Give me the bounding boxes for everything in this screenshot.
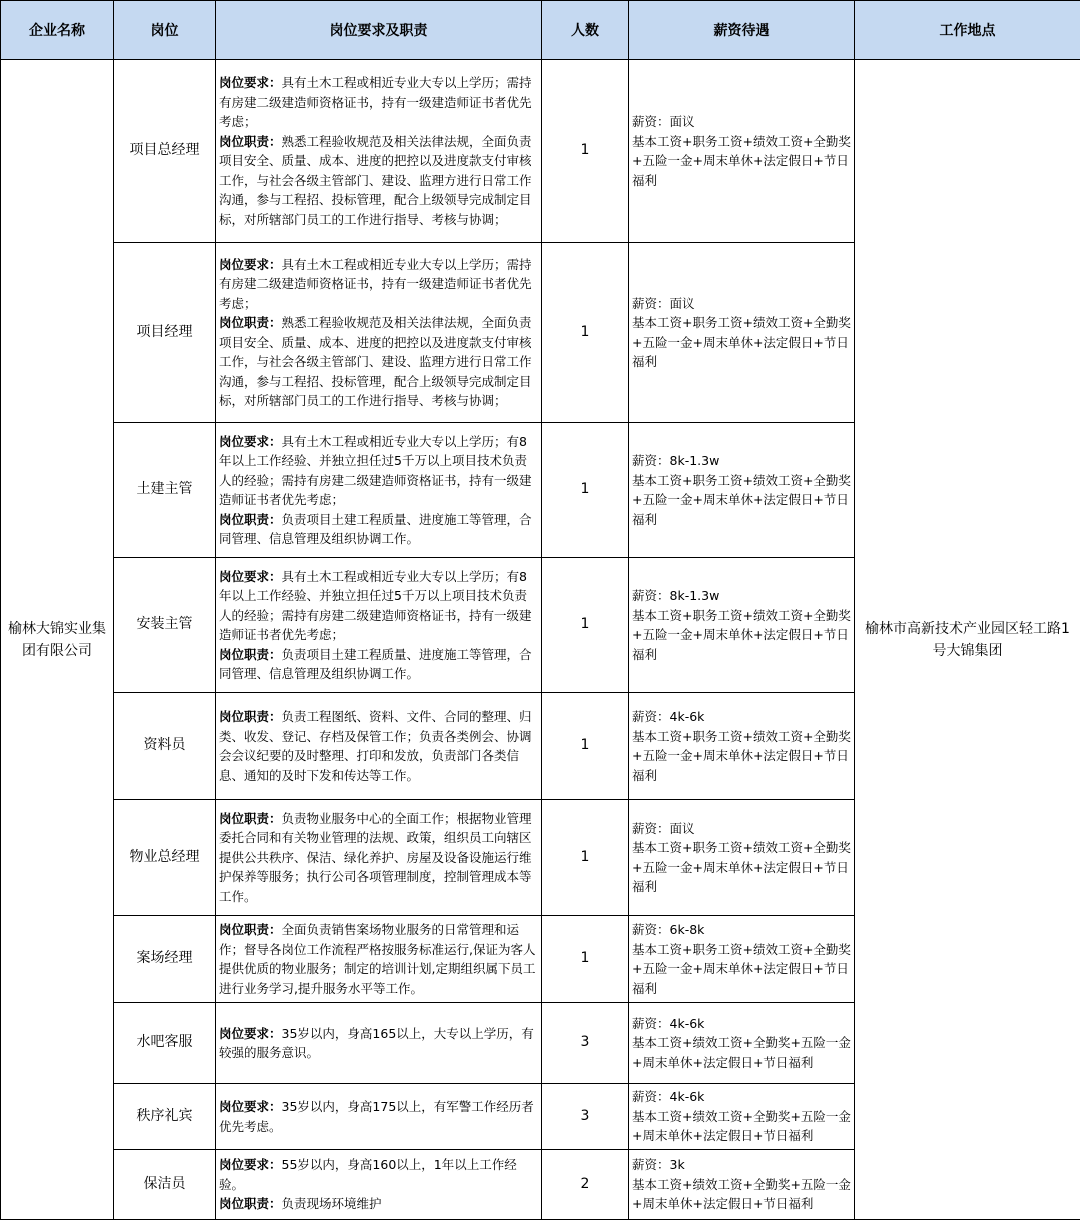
duty-text: 负责项目土建工程质量、进度施工等管理，合同管理、信息管理及组织协调工作。	[219, 647, 532, 682]
position-name: 保洁员	[114, 1150, 216, 1220]
salary-benefits: 基本工资+职务工资+绩效工资+全勤奖+五险一金+周末单休+法定假日+节日福利	[632, 471, 851, 530]
company-name: 榆林大锦实业集团有限公司	[1, 60, 114, 1220]
requirement-label: 岗位要求：	[219, 1157, 282, 1172]
duty-text: 负责工程图纸、资料、文件、合同的整理、归类、收发、登记、存档及保管工作；负责各类例会、协调会会议纪要的及时整理、打印和发放，负责部门各类信息、通知的及时下发和传达等工作。	[219, 709, 532, 783]
requirements-cell	[216, 916, 542, 1003]
salary-amount: 薪资：面议	[632, 819, 851, 839]
headcount: 2	[542, 1150, 629, 1220]
duty-label: 岗位职责：	[219, 315, 282, 330]
duty-block	[219, 809, 538, 907]
salary-amount: 薪资：面议	[632, 112, 851, 132]
duty-text: 负责项目土建工程质量、进度施工等管理，合同管理、信息管理及组织协调工作。	[219, 512, 532, 547]
requirement-text: 具有土木工程或相近专业大专以上学历；有8年以上工作经验、并独立担任过5千万以上项目技术负责人的经验；需持有房建二级建造师资格证书，持有一级建造师证书者优先考虑；	[219, 434, 532, 508]
position-name: 案场经理	[114, 916, 216, 1003]
salary-benefits: 基本工资+职务工资+绩效工资+全勤奖+五险一金+周末单休+法定假日+节日福利	[632, 132, 851, 191]
header-position: 岗位	[114, 1, 216, 60]
requirement-block	[219, 1024, 538, 1063]
requirement-text: 35岁以内，身高165以上，大专以上学历，有较强的服务意识。	[219, 1026, 534, 1061]
salary-cell	[629, 800, 855, 916]
requirement-block	[219, 255, 538, 314]
requirement-label: 岗位要求：	[219, 434, 282, 449]
headcount: 1	[542, 800, 629, 916]
work-location: 榆林市高新技术产业园区轻工路1号大锦集团	[855, 60, 1080, 1220]
duty-label: 岗位职责：	[219, 512, 282, 527]
duty-block	[219, 707, 538, 785]
salary-amount: 薪资：4k-6k	[632, 1087, 851, 1107]
position-name: 安装主管	[114, 558, 216, 693]
salary-cell	[629, 1150, 855, 1220]
duty-text: 熟悉工程验收规范及相关法律法规，全面负责项目安全、质量、成本、进度的把控以及进度款支付审核工作，与社会各级主管部门、建设、监理方进行日常工作沟通，参与工程招、投标管理，配合上级领导完成制定目标，对所辖部门员工的工作进行指导、考核与协调；	[219, 315, 532, 408]
requirement-label: 岗位要求：	[219, 257, 282, 272]
requirements-cell	[216, 243, 542, 423]
requirement-label: 岗位要求：	[219, 1099, 282, 1114]
position-name: 项目经理	[114, 243, 216, 423]
position-name: 资料员	[114, 693, 216, 800]
duty-text: 负责现场环境维护	[282, 1196, 382, 1211]
duty-block	[219, 132, 538, 230]
salary-benefits: 基本工资+绩效工资+全勤奖+五险一金+周末单休+法定假日+节日福利	[632, 1033, 851, 1072]
header-requirements: 岗位要求及职责	[216, 1, 542, 60]
duty-label: 岗位职责：	[219, 647, 282, 662]
headcount: 1	[542, 243, 629, 423]
salary-benefits: 基本工资+职务工资+绩效工资+全勤奖+五险一金+周末单休+法定假日+节日福利	[632, 727, 851, 786]
requirement-block	[219, 567, 538, 645]
salary-cell	[629, 693, 855, 800]
header-row	[1, 1, 1080, 60]
headcount: 3	[542, 1084, 629, 1150]
salary-amount: 薪资：8k-1.3w	[632, 451, 851, 471]
table-row	[1, 60, 1080, 243]
position-name: 秩序礼宾	[114, 1084, 216, 1150]
requirement-text: 具有土木工程或相近专业大专以上学历；需持有房建二级建造师资格证书，持有一级建造师证书者优先考虑；	[219, 257, 532, 311]
duty-block	[219, 510, 538, 549]
requirement-text: 具有土木工程或相近专业大专以上学历；需持有房建二级建造师资格证书，持有一级建造师证书者优先考虑；	[219, 75, 532, 129]
position-name: 项目总经理	[114, 60, 216, 243]
position-name: 水吧客服	[114, 1003, 216, 1084]
duty-label: 岗位职责：	[219, 811, 282, 826]
requirements-cell	[216, 800, 542, 916]
headcount: 1	[542, 558, 629, 693]
requirement-block	[219, 1097, 538, 1136]
salary-benefits: 基本工资+绩效工资+全勤奖+五险一金+周末单休+法定假日+节日福利	[632, 1175, 851, 1214]
requirement-label: 岗位要求：	[219, 1026, 282, 1041]
salary-cell	[629, 558, 855, 693]
header-location: 工作地点	[855, 1, 1080, 60]
salary-benefits: 基本工资+绩效工资+全勤奖+五险一金+周末单休+法定假日+节日福利	[632, 1107, 851, 1146]
header-count: 人数	[542, 1, 629, 60]
headcount: 1	[542, 423, 629, 558]
duty-block	[219, 920, 538, 998]
salary-cell	[629, 423, 855, 558]
headcount: 1	[542, 693, 629, 800]
salary-benefits: 基本工资+职务工资+绩效工资+全勤奖+五险一金+周末单休+法定假日+节日福利	[632, 606, 851, 665]
requirement-label: 岗位要求：	[219, 75, 282, 90]
duty-label: 岗位职责：	[219, 134, 282, 149]
salary-cell	[629, 60, 855, 243]
duty-block	[219, 645, 538, 684]
headcount: 1	[542, 60, 629, 243]
position-name: 物业总经理	[114, 800, 216, 916]
duty-block	[219, 313, 538, 411]
requirements-cell	[216, 60, 542, 243]
salary-benefits: 基本工资+职务工资+绩效工资+全勤奖+五险一金+周末单休+法定假日+节日福利	[632, 940, 851, 999]
requirements-cell	[216, 693, 542, 800]
duty-text: 负责物业服务中心的全面工作；根据物业管理委托合同和有关物业管理的法规、政策，组织员工向辖区提供公共秩序、保洁、绿化养护、房屋及设备设施运行维护保养等服务；执行公司各项管理制度，控制管理成本等工作。	[219, 811, 532, 904]
requirement-label: 岗位要求：	[219, 569, 282, 584]
salary-cell	[629, 1084, 855, 1150]
requirement-block	[219, 73, 538, 132]
requirements-cell	[216, 558, 542, 693]
requirement-block	[219, 432, 538, 510]
header-salary: 薪资待遇	[629, 1, 855, 60]
salary-amount: 薪资：4k-6k	[632, 707, 851, 727]
headcount: 1	[542, 916, 629, 1003]
salary-amount: 薪资：3k	[632, 1155, 851, 1175]
salary-amount: 薪资：面议	[632, 294, 851, 314]
salary-cell	[629, 916, 855, 1003]
salary-amount: 薪资：6k-8k	[632, 920, 851, 940]
duty-text: 熟悉工程验收规范及相关法律法规，全面负责项目安全、质量、成本、进度的把控以及进度款支付审核工作，与社会各级主管部门、建设、监理方进行日常工作沟通，参与工程招、投标管理，配合上级领导完成制定目标，对所辖部门员工的工作进行指导、考核与协调；	[219, 134, 532, 227]
requirement-text: 35岁以内，身高175以上，有军警工作经历者优先考虑。	[219, 1099, 534, 1134]
requirements-cell	[216, 423, 542, 558]
salary-amount: 薪资：8k-1.3w	[632, 586, 851, 606]
requirements-cell	[216, 1084, 542, 1150]
requirement-text: 55岁以内，身高160以上，1年以上工作经验。	[219, 1157, 517, 1192]
salary-amount: 薪资：4k-6k	[632, 1014, 851, 1034]
headcount: 3	[542, 1003, 629, 1084]
requirement-block	[219, 1155, 538, 1194]
duty-text: 全面负责销售案场物业服务的日常管理和运作；督导各岗位工作流程严格按服务标准运行,保证为客人提供优质的物业服务；制定的培训计划,定期组织属下员工进行业务学习,提升服务水平等工作。	[219, 922, 535, 996]
salary-benefits: 基本工资+职务工资+绩效工资+全勤奖+五险一金+周末单休+法定假日+节日福利	[632, 313, 851, 372]
requirements-cell	[216, 1150, 542, 1220]
salary-cell	[629, 243, 855, 423]
salary-benefits: 基本工资+职务工资+绩效工资+全勤奖+五险一金+周末单休+法定假日+节日福利	[632, 838, 851, 897]
salary-cell	[629, 1003, 855, 1084]
requirement-text: 具有土木工程或相近专业大专以上学历；有8年以上工作经验、并独立担任过5千万以上项目技术负责人的经验；需持有房建二级建造师资格证书，持有一级建造师证书者优先考虑；	[219, 569, 532, 643]
position-name: 土建主管	[114, 423, 216, 558]
duty-block	[219, 1194, 538, 1214]
duty-label: 岗位职责：	[219, 1196, 282, 1211]
duty-label: 岗位职责：	[219, 709, 282, 724]
duty-label: 岗位职责：	[219, 922, 282, 937]
requirements-cell	[216, 1003, 542, 1084]
header-company: 企业名称	[1, 1, 114, 60]
